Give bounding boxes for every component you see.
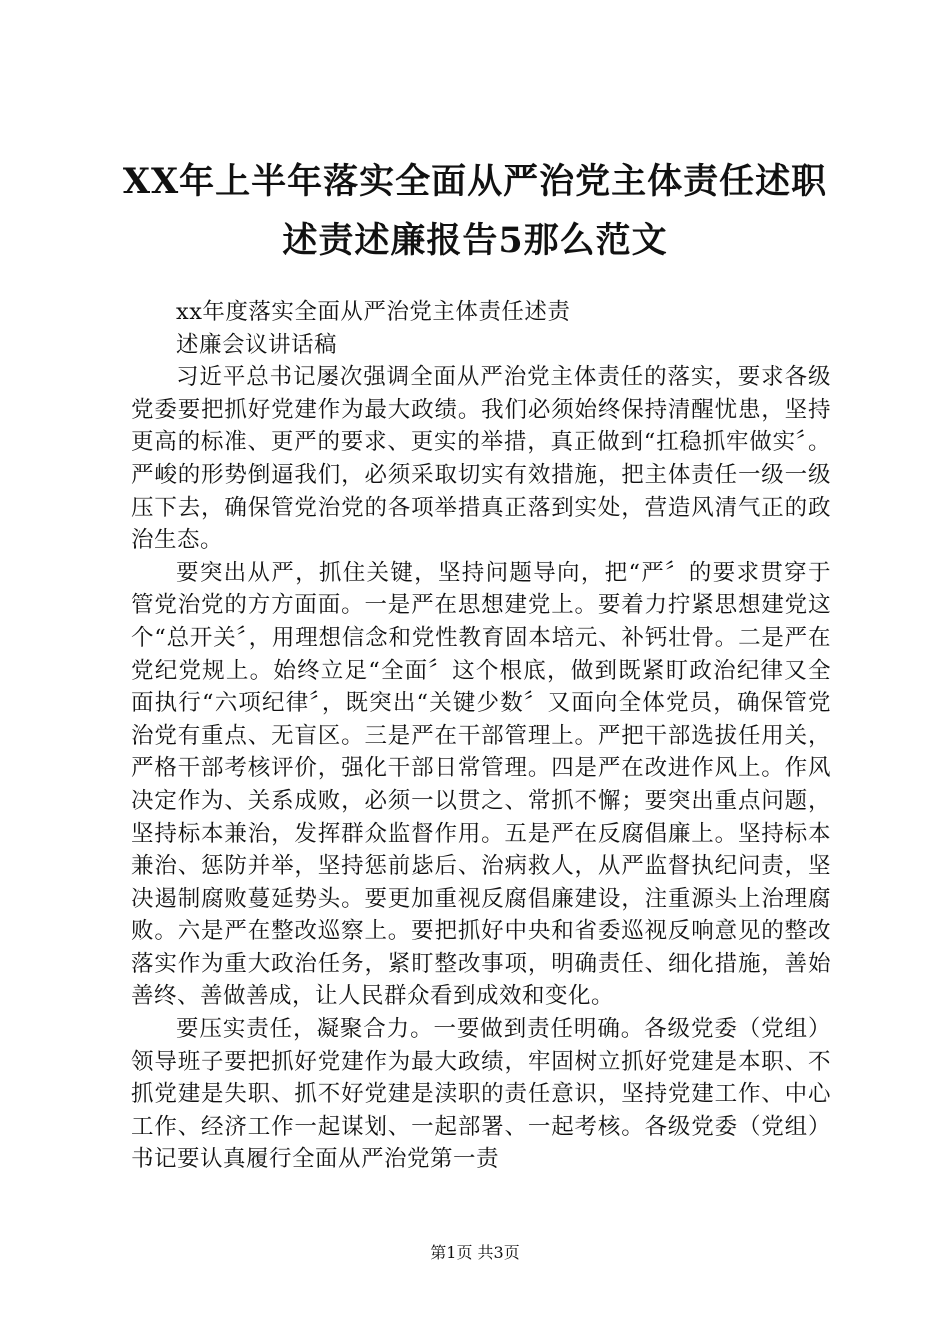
body-paragraph: xx年度落实全面从严治党主体责任述责 xyxy=(176,299,571,325)
body-paragraph: 要压实责任，凝聚合力。一要做到责任明确。各级党委（党组）领导班子要把抓好党建作为最大政绩，牢固树立抓好党建是本职、不抓党建是失职、抓不好党建是渎职的责任意识，坚持党建工作、中心工作、经济工作一起谋划、一起部署、一起考核。各级党委（党组）书记要认真履行全面从严治党第一责 xyxy=(131,1016,831,1173)
body-paragraph: 述廉会议讲话稿 xyxy=(176,331,338,358)
page-footer: 第1页 共3页 xyxy=(430,1243,520,1262)
body-paragraph: 习近平总书记屡次强调全面从严治党主体责任的落实，要求各级党委要把抓好党建作为最大政绩。我们必须始终保持清醒忧患，坚持更高的标准、更严的要求、更实的举措，真正做到“扛稳抓牢做实〞。严峻的形势倒逼我们，必须采取切实有效措施，把主体责任一级一级压下去，确保管党治党的各项举措真正落到实处，营造风清气正的政治生态。 xyxy=(131,364,831,554)
document-body xyxy=(131,296,831,1176)
document-title-line-1: XX年上半年落实全面从严治党主体责任述职 xyxy=(122,161,828,202)
document-title-line-2: 述责述廉报告5那么范文 xyxy=(282,220,668,261)
body-paragraph: 要突出从严，抓住关键，坚持问题导向，把“严〞的要求贯穿于管党治党的方方面面。一是严在思想建党上。要着力拧紧思想建党这个“总开关〞，用理想信念和党性教育固本培元、补钙壮骨。二是严在党纪党规上。始终立足“全面〞这个根底，做到既紧盯政治纪律又全面执行“六项纪律〞，既突出“关键少数〞又面向全体党员，确保管党治党有重点、无盲区。三是严在干部管理上。严把干部选拔任用关，严格干部考核评价，强化干部日常管理。四是严在改进作风上。作风决定作为、关系成败，必须一以贯之、常抓不懈；要突出重点问题，坚持标本兼治，发挥群众监督作用。五是严在反腐倡廉上。坚持标本兼治、惩防并举，坚持惩前毖后、治病救人，从严监督执纪问责，坚决遏制腐败蔓延势头。要更加重视反腐倡廉建设，注重源头上治理腐败。六是严在整改巡察上。要把抓好中央和省委巡视反响意见的整改落实作为重大政治任务，紧盯整改事项，明确责任、细化措施，善始善终、善做善成，让人民群众看到成效和变化。 xyxy=(131,559,831,1010)
